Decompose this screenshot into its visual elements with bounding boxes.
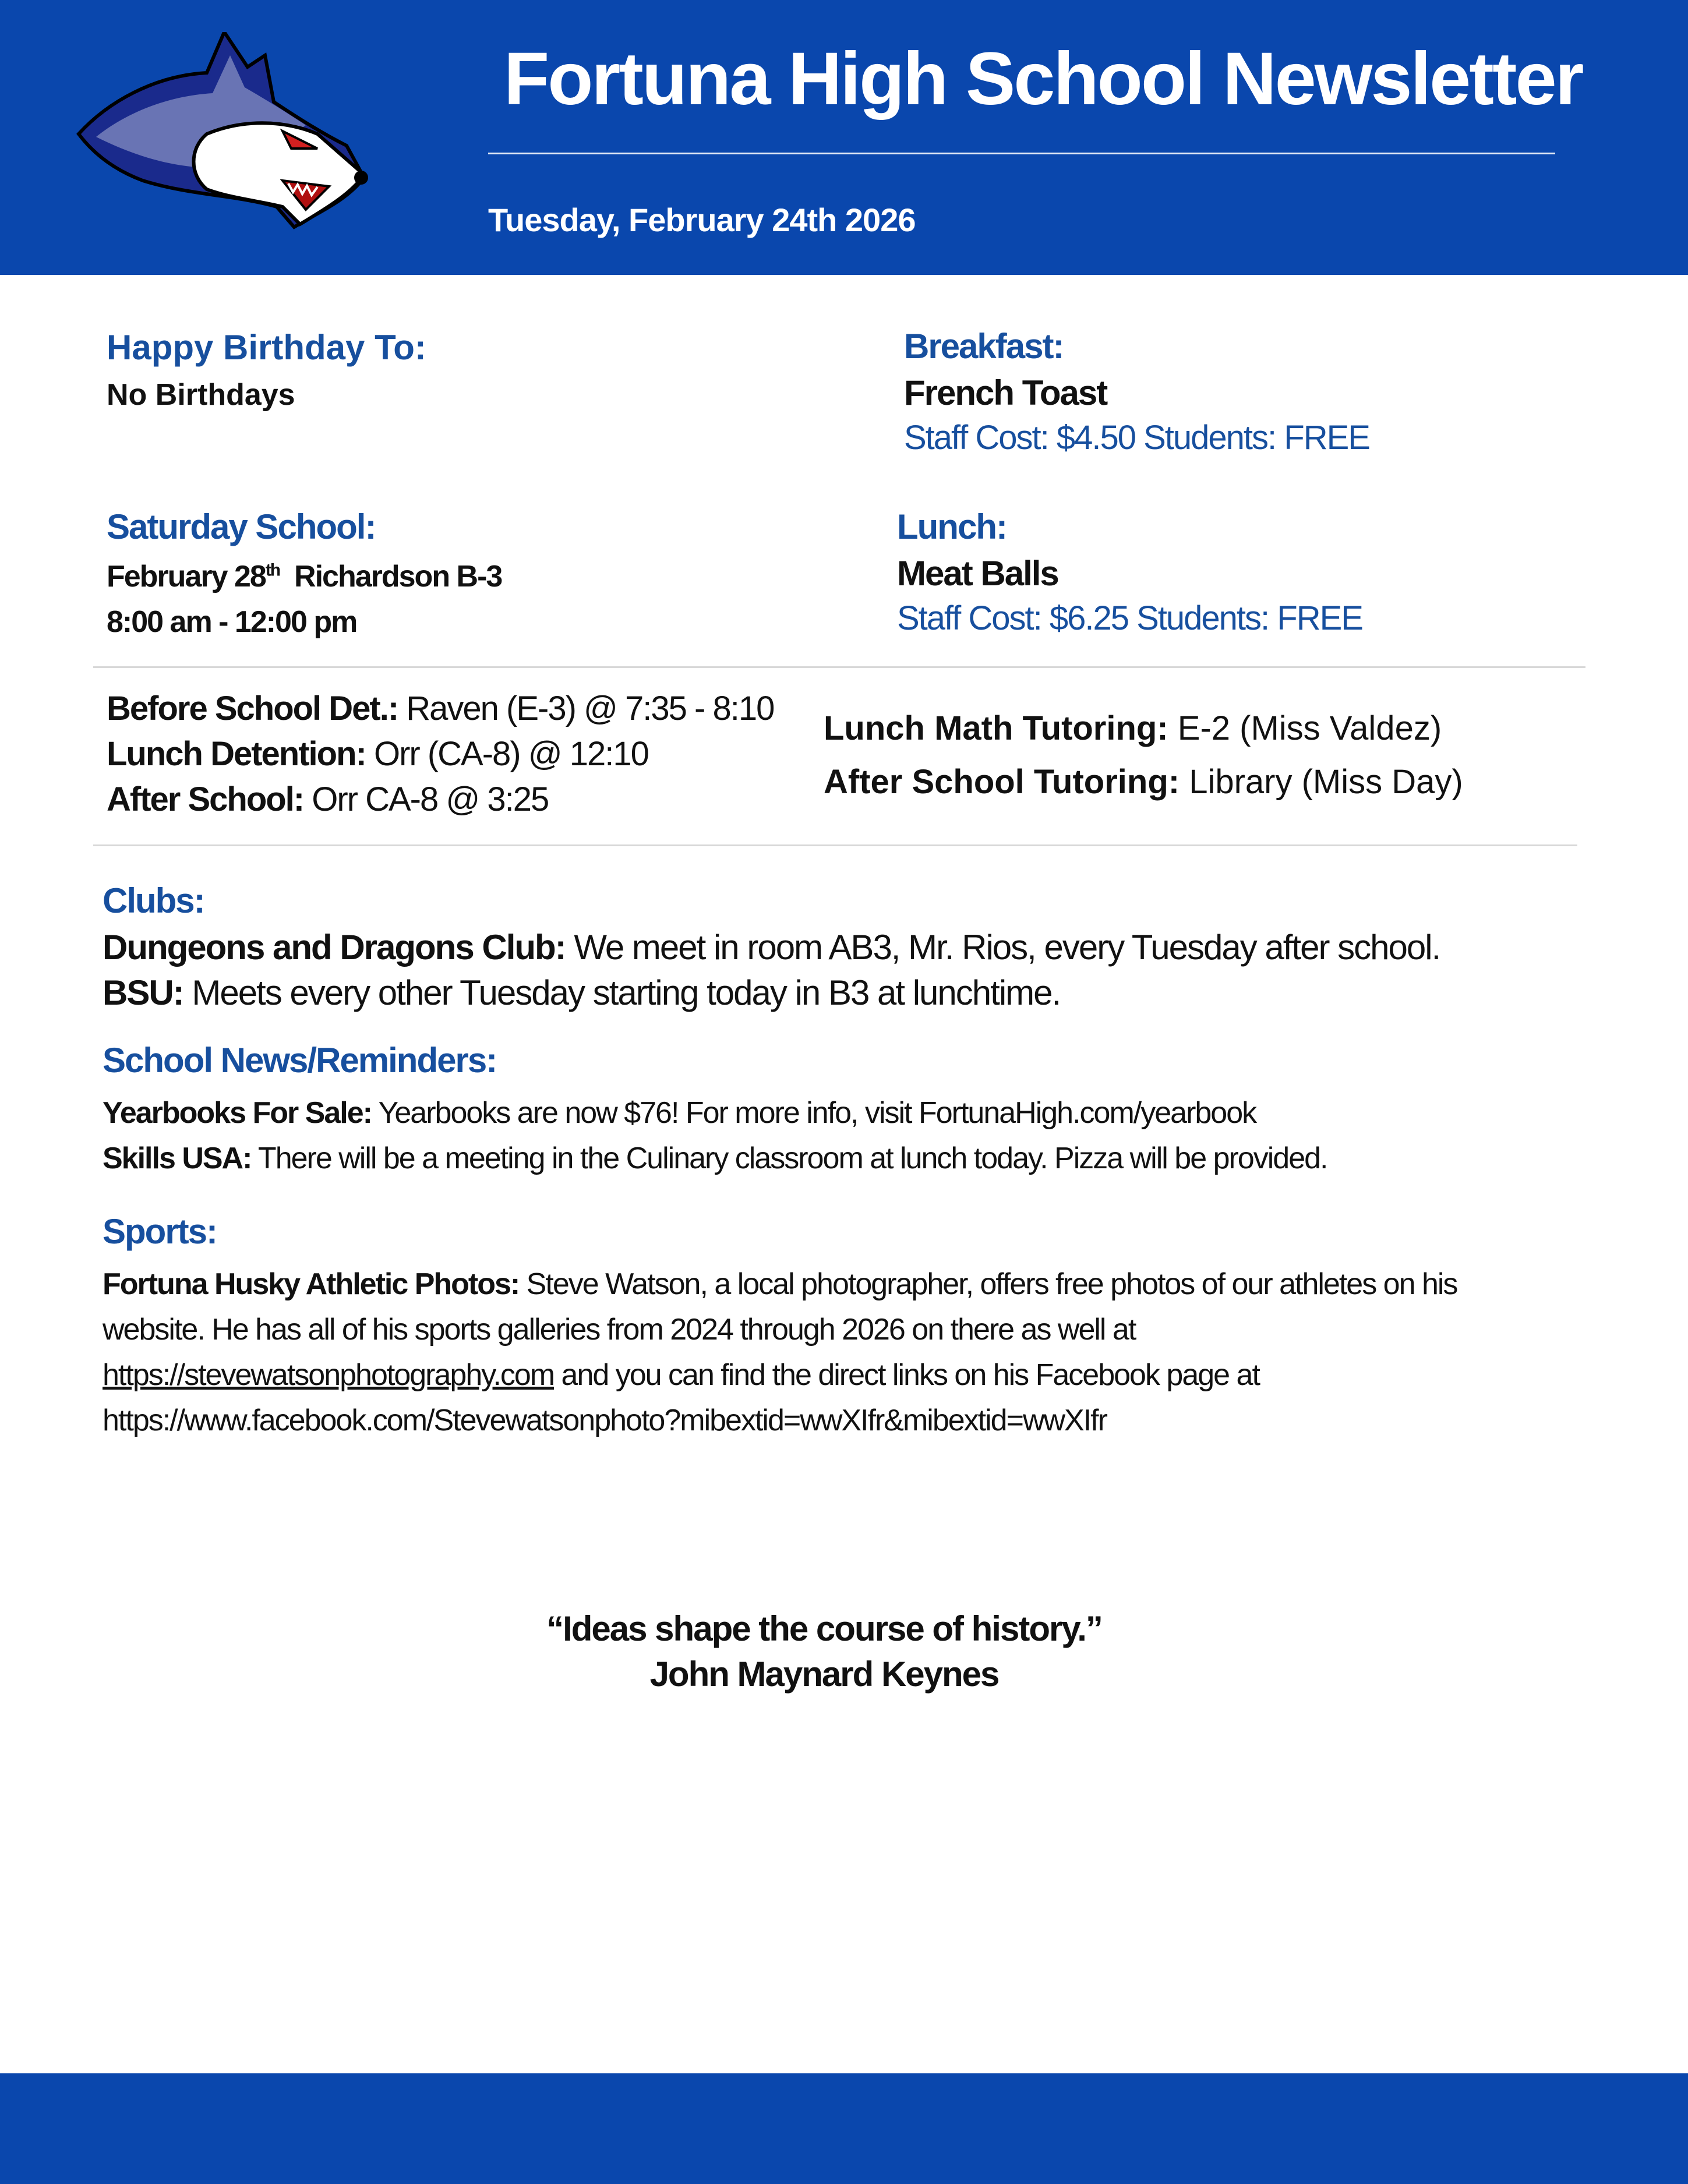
club-label: Dungeons and Dragons Club: [103, 928, 566, 967]
title-divider [488, 153, 1555, 154]
news-item [103, 1136, 1327, 1181]
detention-label: After School: [107, 780, 304, 818]
clubs-heading: Clubs: [103, 881, 204, 920]
tutoring-list [824, 702, 1463, 809]
tutoring-value: E-2 (Miss Valdez) [1168, 709, 1442, 747]
facebook-url: https://www.facebook.com/Stevewatsonphoto?mibextid=wwXIfr&mibextid=wwXIfr [103, 1404, 1107, 1437]
detention-lunch [107, 731, 774, 777]
newsletter-header [0, 0, 1688, 275]
saturday-school-heading: Saturday School: [107, 507, 376, 546]
news-label: Yearbooks For Sale: [103, 1096, 372, 1130]
sports-line-2: website. He has all of his sports galleries from 2024 through 2026 on there as well at [103, 1313, 1136, 1347]
clubs-list [103, 925, 1440, 1016]
husky-logo-icon [73, 32, 393, 242]
section-divider [93, 844, 1577, 846]
breakfast-cost: Staff Cost: $4.50 Students: FREE [904, 419, 1369, 457]
sports-line-1: Steve Watson, a local photographer, offers free photos of our athletes on his [519, 1267, 1457, 1301]
tutoring-value: Library (Miss Day) [1180, 763, 1463, 801]
saturday-school-date [107, 559, 502, 594]
news-description: Yearbooks are now $76! For more info, visit FortunaHigh.com/yearbook [371, 1096, 1256, 1130]
birthday-text: No Birthdays [107, 378, 295, 412]
saturday-school-day-suffix: th [265, 560, 280, 580]
detention-before-school [107, 686, 774, 731]
news-list [103, 1090, 1327, 1181]
birthday-heading: Happy Birthday To: [107, 328, 426, 367]
news-label: Skills USA: [103, 1142, 252, 1175]
sports-line-3: and you can find the direct links on his Facebook page at [554, 1358, 1259, 1392]
lunch-cost: Staff Cost: $6.25 Students: FREE [897, 599, 1362, 637]
club-description: Meets every other Tuesday starting today in B3 at lunchtime. [183, 973, 1061, 1012]
detention-label: Lunch Detention: [107, 735, 366, 773]
news-heading: School News/Reminders: [103, 1041, 497, 1080]
news-description: There will be a meeting in the Culinary classroom at lunch today. Pizza will be provided. [251, 1142, 1327, 1175]
detention-value: Orr (CA-8) @ 12:10 [365, 735, 648, 773]
detention-value: Orr CA-8 @ 3:25 [303, 780, 549, 818]
club-item [103, 970, 1440, 1016]
photography-link[interactable]: https://stevewatsonphotography.com [103, 1358, 555, 1392]
saturday-school-room: Richardson B-3 [280, 560, 502, 593]
tutoring-label: Lunch Math Tutoring: [824, 709, 1168, 747]
tutoring-after-school [824, 755, 1463, 809]
detention-label: Before School Det.: [107, 690, 398, 727]
sports-label: Fortuna Husky Athletic Photos: [103, 1267, 520, 1301]
club-label: BSU: [103, 973, 183, 1012]
saturday-school-day: February 28 [107, 560, 266, 593]
detention-value: Raven (E-3) @ 7:35 - 8:10 [398, 690, 774, 727]
club-description: We meet in room AB3, Mr. Rios, every Tuesday after school. [565, 928, 1440, 967]
news-item [103, 1090, 1327, 1136]
saturday-school-time: 8:00 am - 12:00 pm [107, 605, 357, 639]
quote-author: John Maynard Keynes [649, 1655, 999, 1694]
detention-after-school [107, 777, 774, 822]
sports-heading: Sports: [103, 1212, 217, 1251]
quote-text: “Ideas shape the course of history.” [546, 1609, 1102, 1648]
lunch-heading: Lunch: [897, 507, 1007, 546]
breakfast-item: French Toast [904, 373, 1107, 412]
section-divider [93, 666, 1585, 668]
sports-body [103, 1261, 1457, 1443]
club-item [103, 925, 1440, 970]
newsletter-title: Fortuna High School Newsletter [504, 37, 1583, 121]
tutoring-label: After School Tutoring: [824, 763, 1180, 801]
detention-list [107, 686, 774, 822]
newsletter-date: Tuesday, February 24th 2026 [488, 202, 916, 238]
tutoring-lunch-math [824, 702, 1463, 755]
footer-bar [0, 2073, 1688, 2184]
lunch-item: Meat Balls [897, 554, 1058, 593]
breakfast-heading: Breakfast: [904, 327, 1064, 366]
